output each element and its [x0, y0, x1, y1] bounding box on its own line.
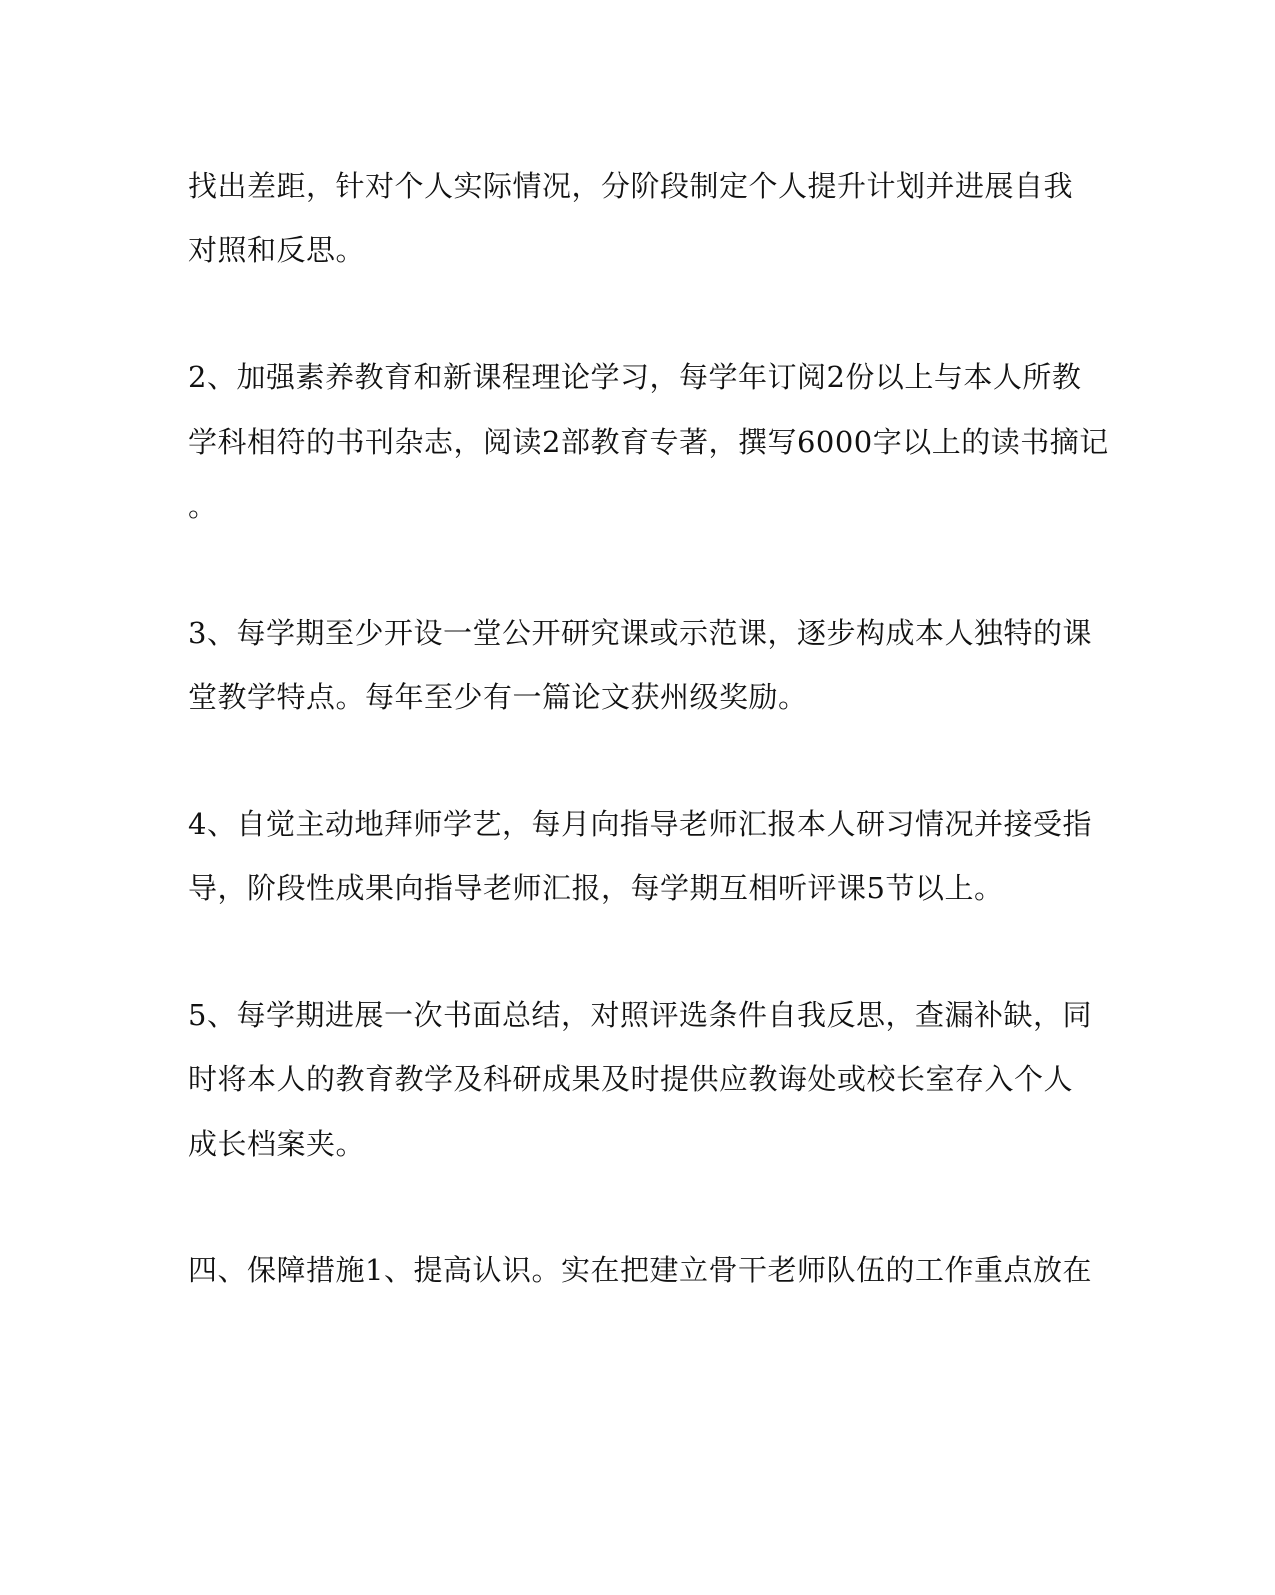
text-line: 2、加强素养教育和新课程理论学习，每学年订阅2份以上与本人所教 — [188, 360, 1082, 394]
text-line: 成长档案夹。 — [188, 1127, 366, 1161]
text-line: 学科相符的书刊杂志，阅读2部教育专著，撰写6000字以上的读书摘记 — [188, 425, 1109, 459]
text-line: 导，阶段性成果向指导老师汇报，每学期互相听评课5节以上。 — [188, 871, 1004, 905]
text-line: 堂教学特点。每年至少有一篇论文获州级奖励。 — [188, 680, 808, 714]
text-line: 对照和反思。 — [188, 233, 366, 267]
text-line: 3、每学期至少开设一堂公开研究课或示范课，逐步构成本人独特的课 — [188, 616, 1092, 650]
text-line: 时将本人的教育教学及科研成果及时提供应教诲处或校长室存入个人 — [188, 1062, 1074, 1096]
text-line: 4、自觉主动地拜师学艺，每月向指导老师汇报本人研习情况并接受指 — [188, 807, 1092, 841]
text-line: 5、每学期进展一次书面总结，对照评选条件自我反思，查漏补缺，同 — [188, 998, 1092, 1032]
text-line: 找出差距，针对个人实际情况，分阶段制定个人提升计划并进展自我 — [188, 169, 1074, 203]
text-line: 四、保障措施1、提高认识。实在把建立骨干老师队伍的工作重点放在 — [188, 1253, 1092, 1287]
text-line: 。 — [188, 489, 218, 523]
